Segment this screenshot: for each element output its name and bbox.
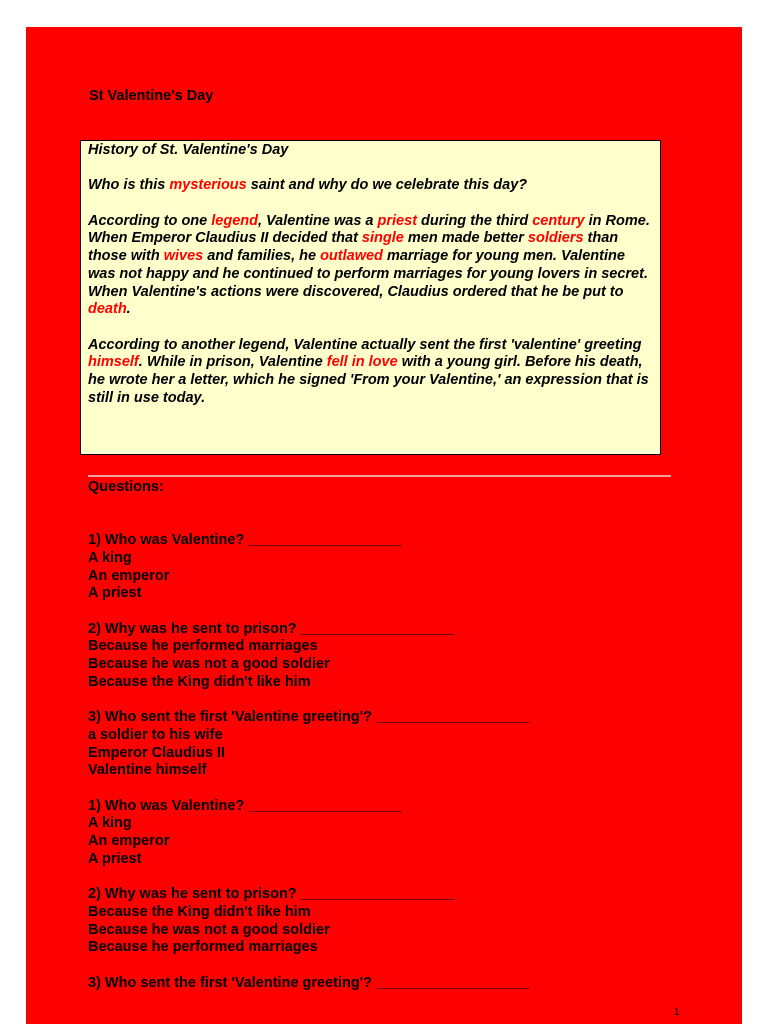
- text-run: , Valentine was a: [257, 212, 378, 229]
- text-run: saint and why do we celebrate this day?: [246, 177, 528, 194]
- answer-option: Because he performed marriages: [88, 638, 318, 655]
- text-run: in Rome. When Emperor Claudius II decided that: [88, 212, 650, 247]
- highlighted-word: fell in love: [326, 354, 398, 371]
- question-list: [88, 532, 708, 992]
- history-heading: History of St. Valentine's Day: [88, 142, 289, 158]
- answer-option: A priest: [88, 585, 142, 602]
- question-block: [88, 975, 708, 993]
- highlighted-word: century: [532, 212, 585, 229]
- history-paragraphs: [88, 177, 653, 407]
- text-run: According to one: [88, 212, 212, 229]
- text-run: . While in prison, Valentine: [138, 354, 327, 371]
- answer-option: A king: [88, 815, 132, 832]
- highlighted-word: priest: [377, 212, 418, 229]
- answer-option: Because the King didn't like him: [88, 903, 311, 920]
- page-number: 1: [674, 1007, 680, 1018]
- answer-option: An emperor: [88, 567, 170, 584]
- answer-option: A king: [88, 549, 132, 566]
- answer-option: An emperor: [88, 833, 170, 849]
- question-block: [88, 886, 708, 957]
- highlighted-word: wives: [163, 248, 204, 265]
- text-run: According to another legend, Valentine actually sent the first 'valentine' greeting: [88, 336, 642, 353]
- highlighted-word: himself: [88, 354, 139, 371]
- separator-line: [88, 475, 671, 477]
- question-block: [88, 621, 708, 692]
- question-text: 2) Why was he sent to prison? ___________________: [88, 886, 454, 903]
- question-text: 3) Who sent the first 'Valentine greeting'? ___________________: [88, 709, 530, 726]
- highlighted-word: legend: [211, 212, 258, 229]
- answer-option: Because he was not a good soldier: [88, 921, 330, 938]
- questions-section: [88, 479, 708, 1010]
- text-run: marriage for young men. Valentine was not happy and he continued to perform marriages for young lovers in secret. When Valentine's actions were discovered, Claudius ordered that he be put to: [88, 248, 648, 300]
- history-paragraph: [88, 337, 653, 408]
- document-title: St Valentine's Day: [89, 88, 214, 104]
- answer-option: Because he was not a good soldier: [88, 656, 330, 672]
- question-block: [88, 798, 708, 869]
- highlighted-word: outlawed: [320, 248, 383, 265]
- history-paragraph: [88, 177, 653, 195]
- text-run: with a young girl. Before his death, he wrote her a letter, which he signed 'From your Valentine,' an expression that is still in use today.: [88, 354, 649, 406]
- text-run: and families, he: [203, 248, 321, 265]
- answer-option: Valentine himself: [88, 762, 207, 779]
- history-box: [80, 140, 661, 455]
- highlighted-word: single: [361, 230, 404, 247]
- answer-option: A priest: [88, 850, 142, 867]
- question-block: [88, 532, 708, 603]
- answer-option: a soldier to his wife: [88, 726, 223, 743]
- answer-option: Emperor Claudius II: [88, 744, 225, 761]
- document-page: [26, 27, 742, 1024]
- answer-option: Because the King didn't like him: [88, 673, 311, 690]
- text-run: during the third: [417, 212, 533, 229]
- question-text: 2) Why was he sent to prison? ___________________: [88, 620, 454, 637]
- questions-heading: Questions:: [88, 479, 164, 495]
- text-run: men made better: [403, 230, 528, 247]
- question-block: [88, 709, 708, 780]
- highlighted-word: soldiers: [527, 230, 584, 247]
- answer-option: Because he performed marriages: [88, 939, 318, 956]
- text-run: than those with: [88, 230, 619, 265]
- history-paragraph: [88, 213, 653, 319]
- question-text: 1) Who was Valentine? ___________________: [88, 797, 402, 814]
- text-run: Who is this: [88, 177, 170, 194]
- question-text: 1) Who was Valentine? ___________________: [88, 532, 402, 549]
- highlighted-word: death: [88, 301, 127, 318]
- text-run: .: [126, 301, 131, 318]
- question-text: 3) Who sent the first 'Valentine greeting'? ___________________: [88, 974, 530, 991]
- highlighted-word: mysterious: [169, 177, 247, 194]
